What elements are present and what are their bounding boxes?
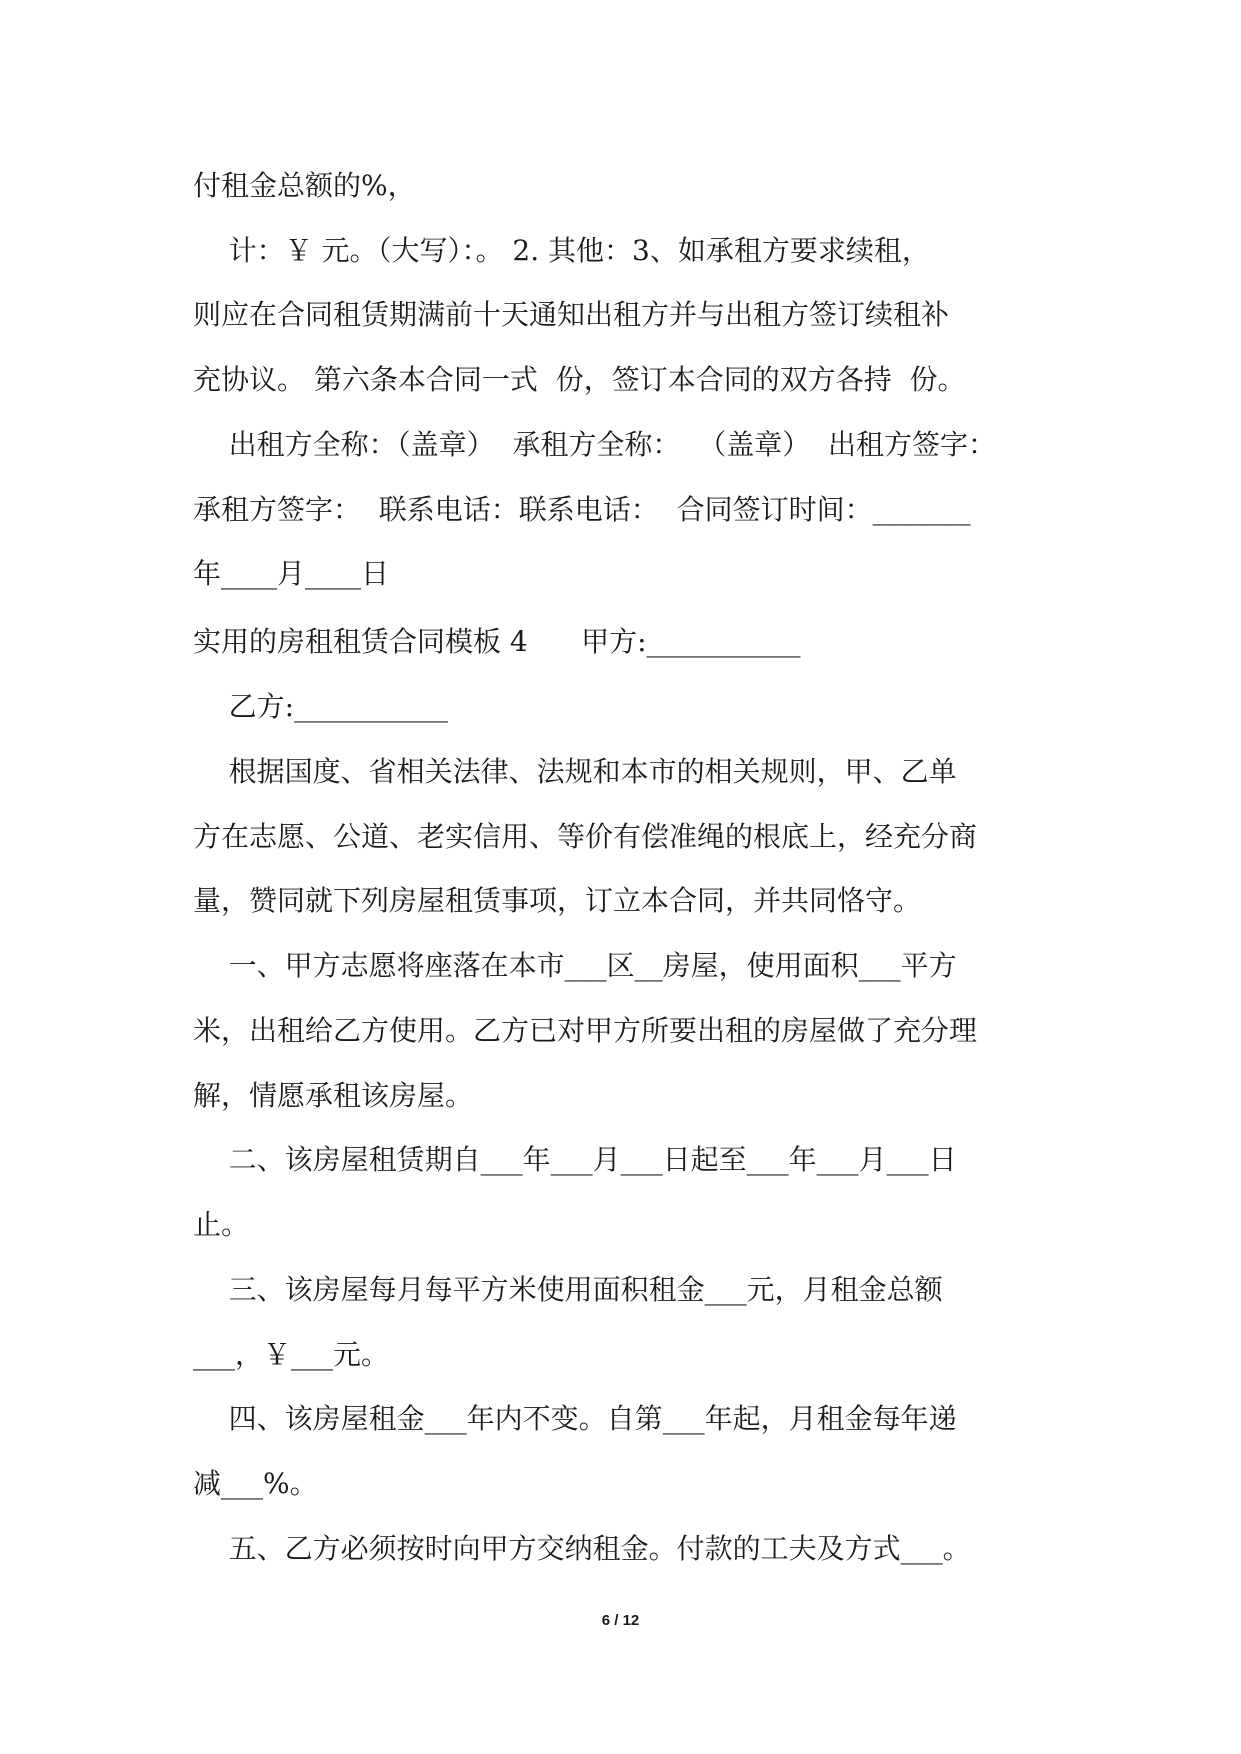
text-line: 方在志愿、公道、老实信用、等价有偿准绳的根底上，经充分商 <box>193 820 978 853</box>
text-line: 五、乙方必须按时向甲方交纳租金。付款的工夫及方式___。 <box>193 1532 971 1565</box>
section-heading: 实用的房租租赁合同模板 4 甲方:___________ <box>193 625 801 658</box>
text-line: 付租金总额的%， <box>193 169 416 202</box>
text-line: 充协议。 第六条本合同一式 份，签订本合同的双方各持 份。 <box>193 363 966 396</box>
text-line: ___，￥___元。 <box>193 1338 390 1371</box>
page-number: 6 / 12 <box>601 1612 640 1629</box>
text-line: 乙方:___________ <box>193 690 449 723</box>
text-line: 一、甲方志愿将座落在本市___区__房屋，使用面积___平方 <box>193 949 957 982</box>
text-line: 年____月____日 <box>193 557 390 590</box>
text-line: 二、该房屋租赁期自___年___月___日起至___年___月___日 <box>193 1143 957 1176</box>
text-line: 根据国度、省相关法律、法规和本市的相关规则，甲、乙单 <box>193 755 957 788</box>
text-line: 四、该房屋租金___年内不变。自第___年起，月租金每年递 <box>193 1402 957 1435</box>
text-line: 则应在合同租赁期满前十天通知出租方并与出租方签订续租补 <box>193 298 950 331</box>
text-line: 量，赞同就下列房屋租赁事项，订立本合同，并共同恪守。 <box>193 884 922 917</box>
text-line: 米，出租给乙方使用。乙方已对甲方所要出租的房屋做了充分理 <box>193 1014 978 1047</box>
text-line: 减___%。 <box>193 1467 318 1500</box>
text-line: 计：￥ 元。（大写）：。 2. 其他：3、如承租方要求续租， <box>193 234 930 267</box>
text-line: 承租方签字： 联系电话：联系电话： 合同签订时间：_______ <box>193 493 971 526</box>
text-line: 解，情愿承租该房屋。 <box>193 1079 474 1112</box>
text-line: 出租方全称：（盖章） 承租方全称： （盖章） 出租方签字： <box>193 428 997 461</box>
text-line: 止。 <box>193 1208 250 1241</box>
text-line: 三、该房屋每月每平方米使用面积租金___元，月租金总额 <box>193 1273 943 1306</box>
